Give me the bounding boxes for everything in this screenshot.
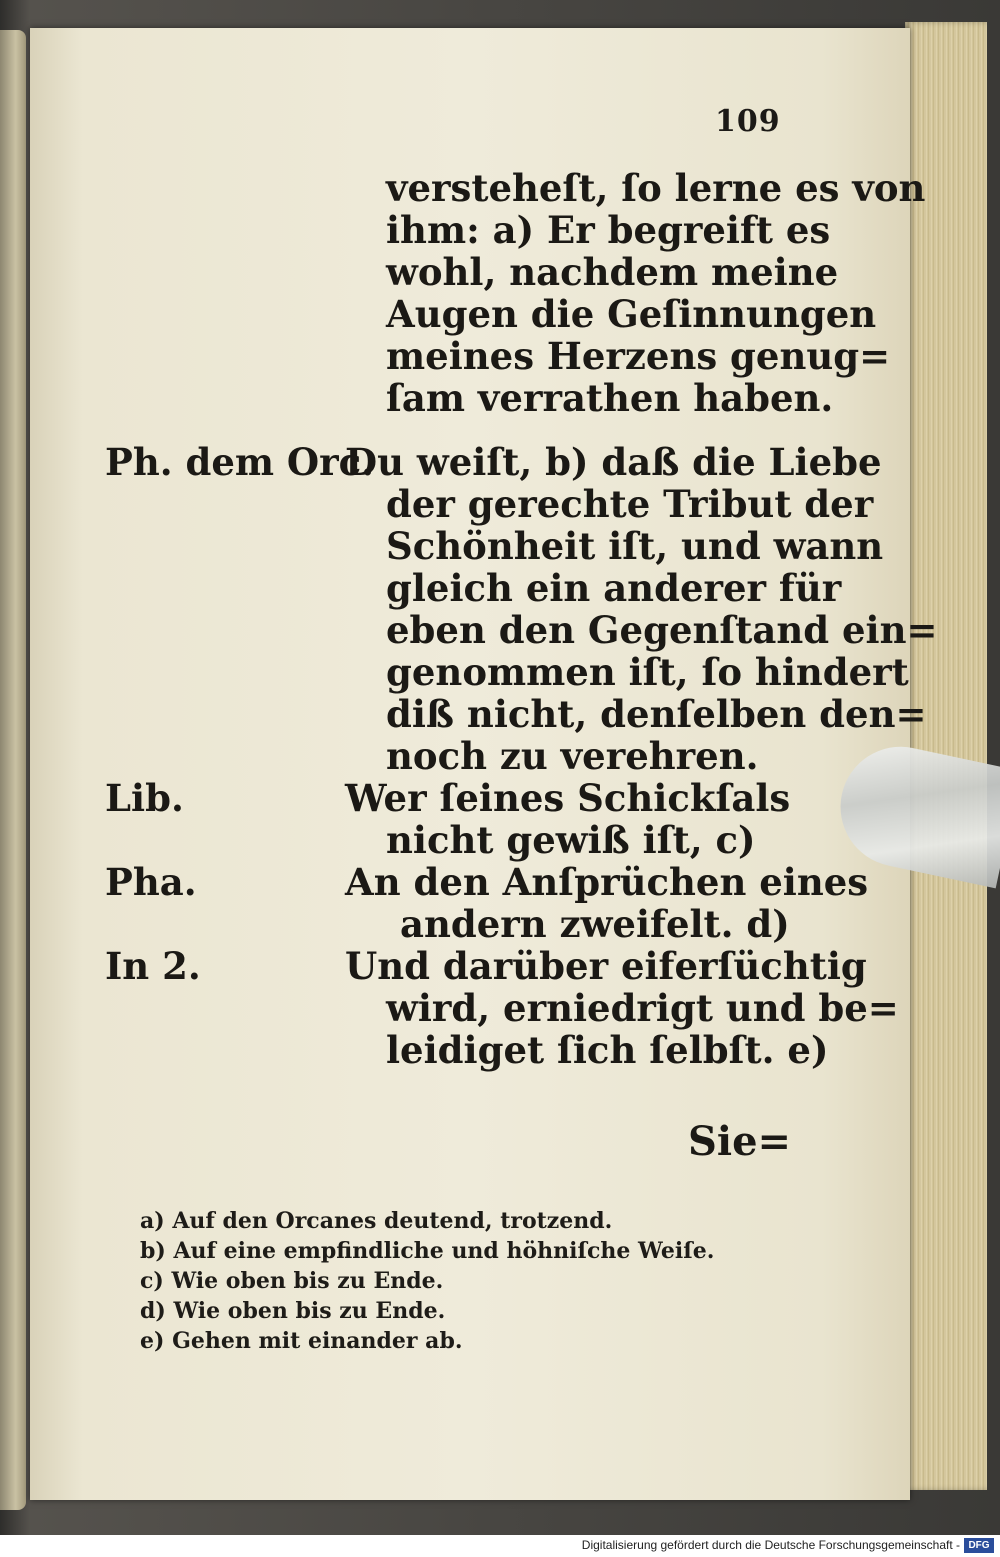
- text-line: versteheſt, ſo lerne es von: [386, 166, 926, 210]
- text-line: eben den Gegenſtand ein=: [386, 608, 938, 652]
- text-line: Du weiſt, b) daß die Liebe: [345, 440, 882, 484]
- text-line: leidiget ſich ſelbſt. e): [386, 1028, 829, 1072]
- speaker-label: Lib.: [105, 776, 184, 820]
- text-line: wird, erniedrigt und be=: [386, 986, 899, 1030]
- text-line: ihm: a) Er begreift es: [386, 208, 831, 252]
- page-number: 109: [715, 104, 781, 139]
- footer-strip: [0, 1535, 1000, 1557]
- footnote: c) Wie oben bis zu Ende.: [140, 1268, 444, 1294]
- catchword: Sie=: [688, 1118, 792, 1165]
- text-line: genommen iſt, ſo hindert: [386, 650, 909, 694]
- speaker-label: Pha.: [105, 860, 197, 904]
- text-line: diß nicht, denſelben den=: [386, 692, 927, 736]
- footnote: d) Wie oben bis zu Ende.: [140, 1298, 446, 1324]
- text-line: Und darüber eiferſüchtig: [345, 944, 867, 988]
- text-line: der gerechte Tribut der: [386, 482, 874, 526]
- text-line: gleich ein anderer für: [386, 566, 842, 610]
- text-line: An den Anſprüchen eines: [345, 860, 869, 904]
- footnote: e) Gehen mit einander ab.: [140, 1328, 463, 1354]
- text-line: Augen die Geſinnungen: [386, 292, 877, 336]
- text-line: wohl, nachdem meine: [386, 250, 839, 294]
- text-line: noch zu verehren.: [386, 734, 759, 778]
- text-line: meines Herzens genug=: [386, 334, 891, 378]
- text-line: andern zweifelt. d): [400, 902, 790, 946]
- footer-credit: Digitalisierung gefördert durch die Deutsche Forschungsgemeinschaft -: [581, 1538, 960, 1552]
- footnote: b) Auf eine empfindliche und höhniſche Weiſe.: [140, 1238, 715, 1264]
- text-line: Wer ſeines Schickſals: [345, 776, 791, 820]
- text-line: nicht gewiß iſt, c): [386, 818, 756, 862]
- footnote: a) Auf den Orcanes deutend, trotzend.: [140, 1208, 613, 1234]
- speaker-label: Ph. dem Orc.: [105, 440, 375, 484]
- text-line: Schönheit iſt, und wann: [386, 524, 884, 568]
- speaker-label: In 2.: [105, 944, 201, 988]
- previous-page-edge: [0, 30, 26, 1510]
- dfg-logo-icon: DFG: [964, 1538, 994, 1553]
- text-line: ſam verrathen haben.: [386, 376, 834, 420]
